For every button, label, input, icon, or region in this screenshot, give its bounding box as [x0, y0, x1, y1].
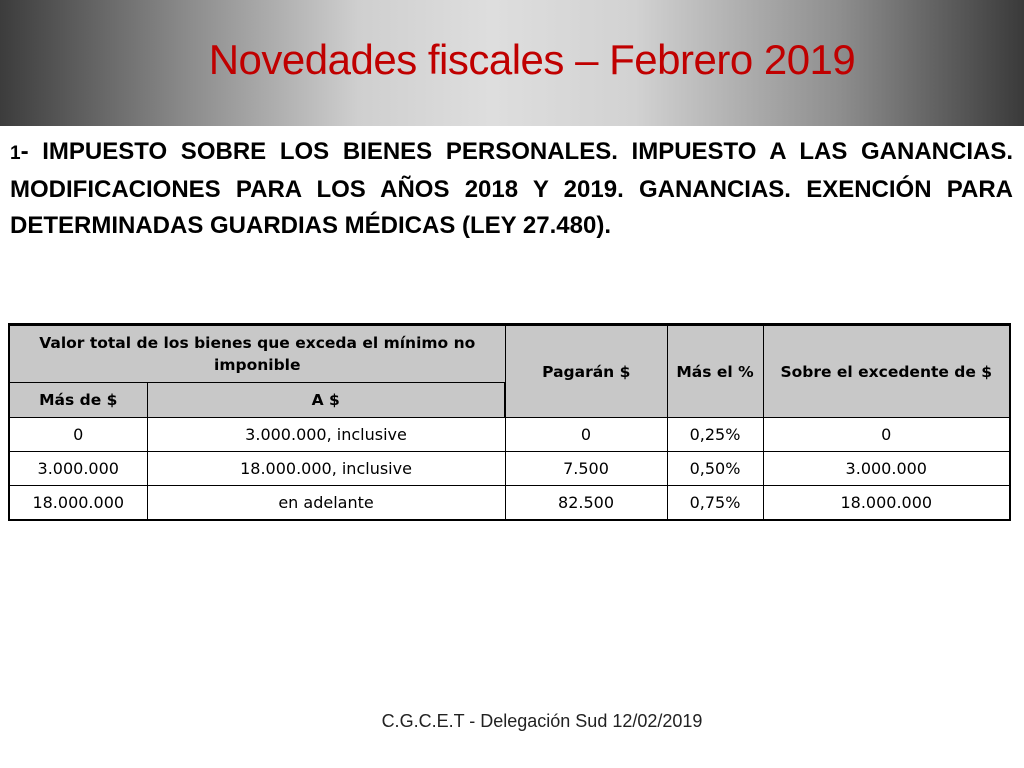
- cell-mas-el: 0,25%: [667, 418, 763, 452]
- cell-pagaran: 0: [505, 418, 667, 452]
- table-row: [9, 486, 1010, 521]
- cell-sobre: 3.000.000: [763, 452, 1010, 486]
- footer-caption: C.G.C.E.T - Delegación Sud 12/02/2019: [381, 711, 703, 731]
- cell-mas-de: 0: [9, 418, 147, 452]
- header-a: A $: [147, 383, 505, 418]
- cell-pagaran: 7.500: [505, 452, 667, 486]
- header-pagaran: Pagarán $: [505, 325, 667, 418]
- cell-sobre: 0: [763, 418, 1010, 452]
- cell-a: 18.000.000, inclusive: [147, 452, 505, 486]
- table-row: [9, 418, 1010, 452]
- table-row: [9, 452, 1010, 486]
- header-mas-de: Más de $: [9, 383, 147, 418]
- cell-mas-el: 0,50%: [667, 452, 763, 486]
- intro-text: - IMPUESTO SOBRE LOS BIENES PERSONALES. IMPUESTO A LAS GANANCIAS. MODIFICACIONES PARA LOS AÑOS 2018 Y 2019. GANANCIAS. EXENCIÓN PARA DETERMINADAS GUARDIAS MÉDICAS (LEY 27.480).: [10, 138, 1013, 239]
- cell-pagaran: 82.500: [505, 486, 667, 521]
- cell-mas-de: 3.000.000: [9, 452, 147, 486]
- cell-mas-de: 18.000.000: [9, 486, 147, 521]
- intro-paragraph: [10, 134, 1013, 244]
- header-mas-el: Más el %: [667, 325, 763, 418]
- cell-a: en adelante: [147, 486, 505, 521]
- page-title: Novedades fiscales – Febrero 2019: [208, 36, 856, 83]
- cell-mas-el: 0,75%: [667, 486, 763, 521]
- tax-rate-table: [8, 323, 1011, 521]
- intro-number: 1: [10, 143, 21, 164]
- header-valor-total: Valor total de los bienes que exceda el mínimo no imponible: [9, 325, 505, 383]
- header-sobre-excedente: Sobre el excedente de $: [763, 325, 1010, 418]
- cell-a: 3.000.000, inclusive: [147, 418, 505, 452]
- cell-sobre: 18.000.000: [763, 486, 1010, 521]
- table-header-row: [9, 325, 1010, 383]
